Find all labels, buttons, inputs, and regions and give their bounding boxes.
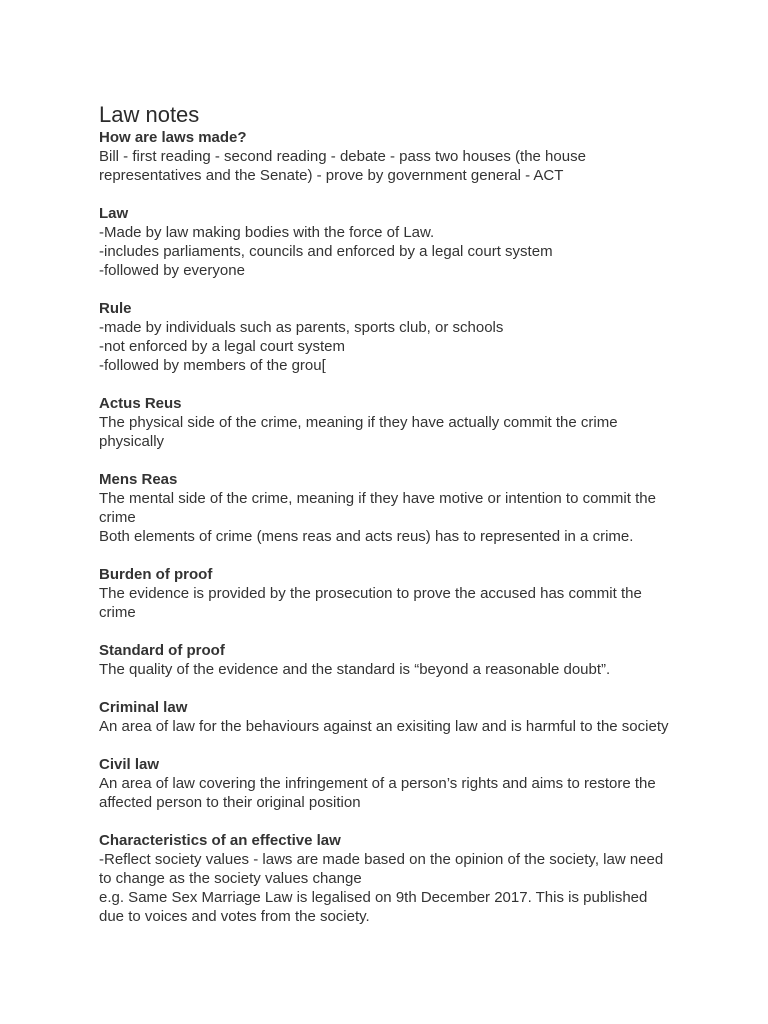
section-heading: Mens Reas (99, 471, 178, 488)
section-heading: Rule (99, 300, 132, 317)
section-line: -followed by members of the grou[ (99, 357, 326, 374)
section-burden-of-proof (99, 565, 674, 622)
section-line: The mental side of the crime, meaning if they have motive or intention to commit the crime (99, 490, 656, 526)
section-civil-law (99, 755, 674, 812)
section-line: -made by individuals such as parents, sports club, or schools (99, 319, 504, 336)
section-line: -Reflect society values - laws are made based on the opinion of the society, law need to change as the society values change (99, 851, 664, 887)
section-line: Both elements of crime (mens reas and acts reus) has to represented in a crime. (99, 528, 634, 545)
section-line: -Made by law making bodies with the force of Law. (99, 224, 435, 241)
section-law (99, 204, 674, 280)
section-heading: Standard of proof (99, 642, 225, 659)
section-heading: Actus Reus (99, 395, 182, 412)
section-how-laws-made (99, 128, 674, 185)
section-line: e.g. Same Sex Marriage Law is legalised on 9th December 2017. This is published due to voices and votes from the society. (99, 889, 648, 925)
page-title: Law notes (99, 102, 200, 127)
section-heading: Law (99, 205, 129, 222)
note-page (99, 101, 674, 945)
section-criminal-law (99, 698, 674, 736)
section-line: Bill - first reading - second reading - debate - pass two houses (the house representatives and the Senate) - prove by government general - ACT (99, 148, 586, 184)
section-actus-reus (99, 394, 674, 451)
section-line: -not enforced by a legal court system (99, 338, 345, 355)
section-heading: How are laws made? (99, 129, 247, 146)
section-heading: Characteristics of an effective law (99, 832, 341, 849)
section-mens-reas (99, 470, 674, 546)
section-line: An area of law covering the infringement of a person’s rights and aims to restore the affected person to their original position (99, 775, 656, 811)
section-line: The evidence is provided by the prosecution to prove the accused has commit the crime (99, 585, 642, 621)
section-line: -followed by everyone (99, 262, 245, 279)
section-heading: Civil law (99, 756, 160, 773)
section-effective-law (99, 831, 674, 926)
section-rule (99, 299, 674, 375)
section-line: The quality of the evidence and the standard is “beyond a reasonable doubt”. (99, 661, 611, 678)
section-heading: Criminal law (99, 699, 188, 716)
section-line: The physical side of the crime, meaning if they have actually commit the crime physically (99, 414, 618, 450)
section-standard-of-proof (99, 641, 674, 679)
section-line: -includes parliaments, councils and enforced by a legal court system (99, 243, 553, 260)
section-line: An area of law for the behaviours against an exisiting law and is harmful to the society (99, 718, 669, 735)
section-heading: Burden of proof (99, 566, 213, 583)
